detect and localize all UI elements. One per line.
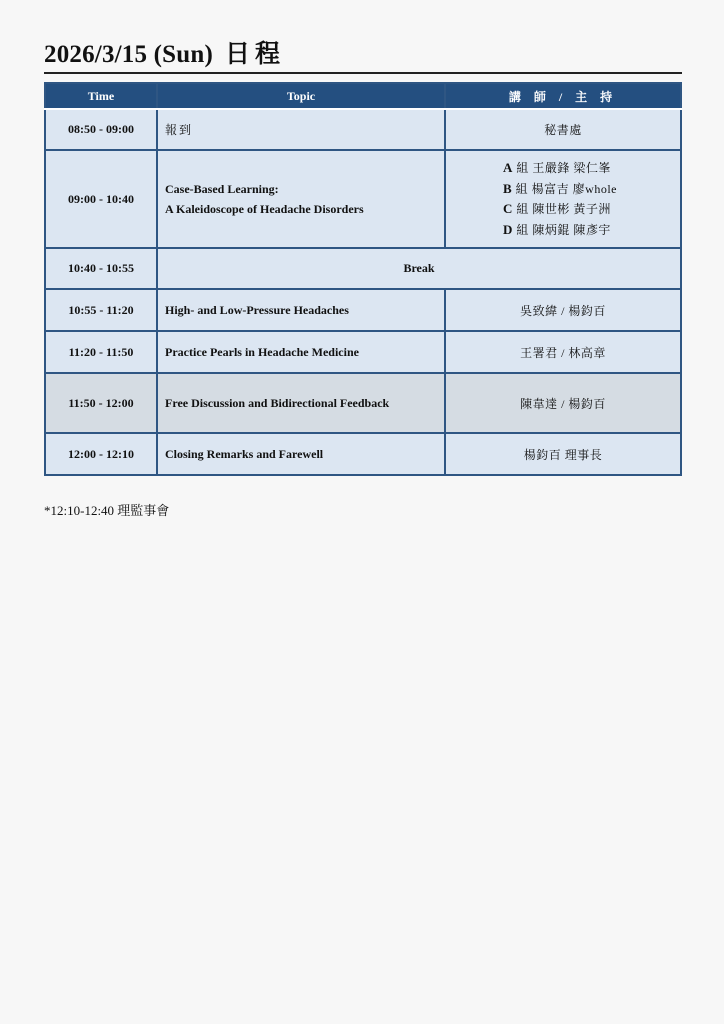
row-time: 11:20 - 11:50 [45,331,157,373]
group-names: 組 陳炳錕 陳彥宇 [516,222,611,237]
topic-line: Case-Based Learning: [165,182,279,196]
group-names: 組 陳世彬 黃子洲 [516,202,611,216]
table-header-row [45,83,681,109]
group-letter: B [503,180,513,196]
row-time: 11:50 - 12:00 [45,373,157,433]
group-line [453,158,673,179]
group-letter: C [503,201,513,216]
row-topic: 報到 [157,109,445,150]
table-row [45,150,681,248]
group-names: 組 楊富吉 廖whole [515,181,617,196]
group-line [453,199,673,220]
row-speaker: 楊鈞百 理事長 [445,433,681,475]
header-time: Time [45,83,157,109]
row-topic: High- and Low-Pressure Headaches [157,289,445,331]
table-row [45,248,681,289]
header-speaker: 講 師 / 主 持 [445,83,681,109]
schedule-label: 日程 [225,41,286,68]
schedule-date: 2026/3/15 (Sun) [44,41,214,68]
header-topic: Topic [157,83,445,109]
row-topic: Free Discussion and Bidirectional Feedback [157,373,445,433]
row-time: 10:55 - 11:20 [45,289,157,331]
table-row [45,109,681,150]
page-title [44,34,285,70]
row-topic: Closing Remarks and Farewell [157,433,445,475]
table-row [45,373,681,433]
footnote: *12:10-12:40 理監事會 [44,503,170,518]
row-speaker: 吳致緯 / 楊鈞百 [445,289,681,331]
table-row [45,331,681,373]
table-row [45,289,681,331]
table-row [45,433,681,475]
row-time: 09:00 - 10:40 [45,150,157,248]
group-letter: D [503,221,513,237]
row-break: Break [157,248,681,289]
topic-line: A Kaleidoscope of Headache Disorders [165,202,364,216]
group-line [453,220,673,241]
row-speaker: 王署君 / 林高章 [445,331,681,373]
row-topic: Practice Pearls in Headache Medicine [157,331,445,373]
row-speaker: 陳韋達 / 楊鈞百 [445,373,681,433]
row-time: 08:50 - 09:00 [45,109,157,150]
group-line [453,179,673,200]
row-topic [157,150,445,248]
row-speaker: 秘書處 [445,109,681,150]
schedule-table [44,82,682,476]
row-time: 10:40 - 10:55 [45,248,157,289]
row-speaker-groups [445,150,681,248]
title-underline [44,72,682,74]
row-time: 12:00 - 12:10 [45,433,157,475]
group-names: 組 王嚴鋒 梁仁峯 [516,161,611,175]
group-letter: A [503,160,513,175]
